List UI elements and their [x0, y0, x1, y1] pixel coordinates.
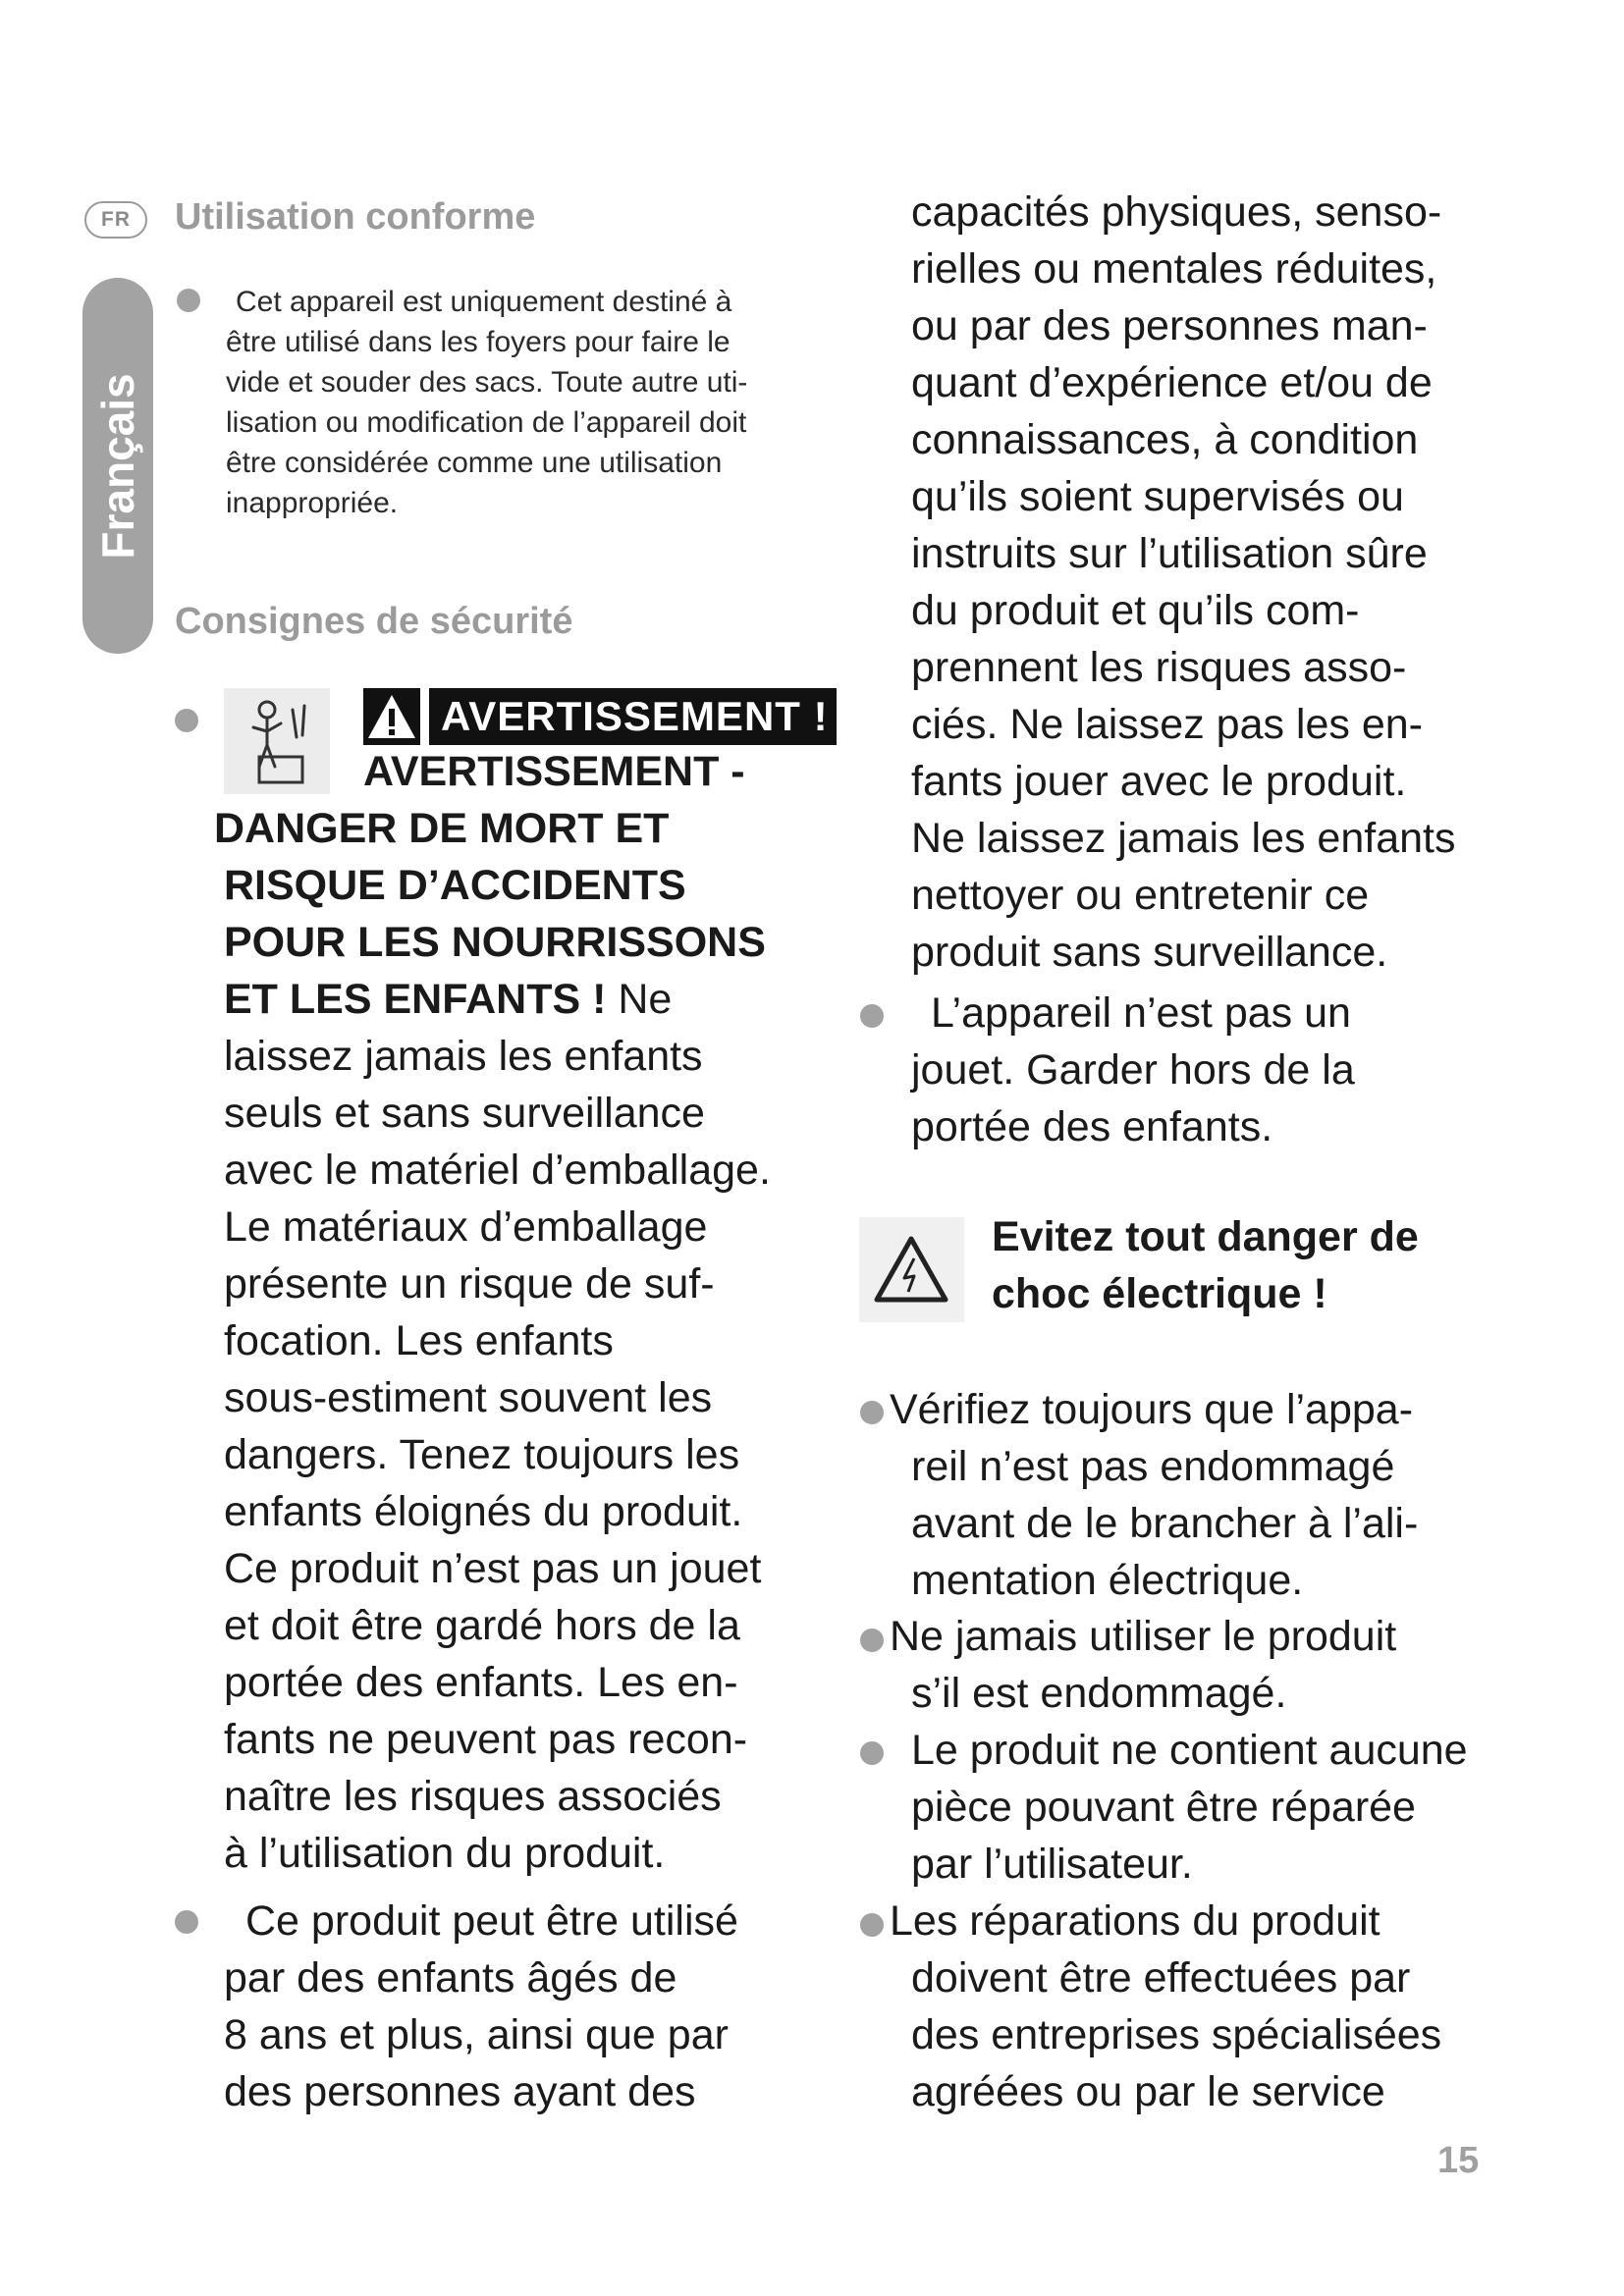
- warning-title-line-1: AVERTISSEMENT -: [363, 748, 745, 795]
- bullet: [860, 1629, 884, 1652]
- continued-paragraph: [911, 184, 1455, 981]
- text-line: présente un risque de suf-: [224, 1260, 715, 1308]
- warning-title-line: POUR LES NOURRISSONS: [224, 919, 766, 966]
- warning-title-line: DANGER DE MORT ET: [214, 805, 670, 852]
- bullet: [175, 1910, 198, 1934]
- text-line: par des enfants âgés de: [224, 1954, 677, 2002]
- text-line: mentation électrique.: [911, 1557, 1304, 1604]
- text-line: avant de le brancher à l’ali-: [911, 1500, 1419, 1547]
- heading-intended-use: Utilisation conforme: [175, 196, 536, 238]
- text-line: lisation ou modification de l’appareil doit: [226, 406, 747, 439]
- bullet: [860, 1004, 884, 1028]
- text-line: enfants éloignés du produit.: [224, 1488, 743, 1535]
- electric-shock-glyph: [859, 1217, 964, 1322]
- bullet: [860, 1913, 884, 1937]
- text-line: quant d’expérience et/ou de: [911, 359, 1433, 406]
- warning-triangle-icon: [363, 688, 420, 745]
- toy-paragraph: [911, 985, 1355, 1155]
- language-tab-label: Français: [92, 372, 143, 560]
- repair-paragraph: [890, 1893, 1441, 2120]
- text-line: instruits sur l’utilisation sûre: [911, 530, 1428, 577]
- text-line: être utilisé dans les foyers pour faire le: [226, 326, 731, 358]
- shock-heading: [992, 1208, 1419, 1322]
- child-warning-icon: [224, 688, 330, 794]
- no-parts-paragraph: [911, 1722, 1468, 1893]
- text-line: s’il est endommagé.: [911, 1670, 1287, 1717]
- text-line: Ne jamais utiliser le produit: [890, 1613, 1397, 1660]
- text-line: 8 ans et plus, ainsi que par: [224, 2011, 729, 2058]
- text-line: seuls et sans surveillance: [224, 1090, 705, 1137]
- text-line: Ce produit n’est pas un jouet: [224, 1545, 762, 1592]
- text-line: à l’utilisation du produit.: [224, 1830, 666, 1877]
- text-line: être considérée comme une utilisation: [226, 447, 723, 479]
- heading-line: choc électrique !: [992, 1270, 1327, 1317]
- text-line: Le produit ne contient aucune: [911, 1727, 1468, 1774]
- bullet: [860, 1401, 884, 1424]
- text-line: focation. Les enfants: [224, 1317, 614, 1364]
- bullet: [175, 709, 198, 732]
- warning-title-end: ET LES ENFANTS !: [224, 976, 607, 1023]
- text-line: ou par des personnes man-: [911, 302, 1428, 349]
- warning-body-start: Ne: [606, 976, 673, 1023]
- language-tab: [82, 278, 153, 654]
- warning-title-line: [214, 971, 771, 1028]
- warning-body: [214, 800, 771, 1882]
- text-line: portée des enfants.: [911, 1103, 1273, 1150]
- text-line: L’appareil n’est pas un: [931, 989, 1351, 1037]
- text-line: avec le matériel d’emballage.: [224, 1147, 771, 1194]
- check-paragraph: [890, 1381, 1418, 1609]
- text-line: Vérifiez toujours que l’appa-: [890, 1386, 1414, 1433]
- text-line: et doit être gardé hors de la: [224, 1602, 740, 1649]
- children-paragraph: [224, 1893, 738, 2120]
- text-line: fants ne peuvent pas recon-: [224, 1716, 748, 1763]
- bullet: [177, 289, 200, 312]
- heading-safety: Consignes de sécurité: [175, 601, 573, 642]
- text-line: vide et souder des sacs. Toute autre uti-: [226, 366, 748, 399]
- text-line: produit sans surveillance.: [911, 929, 1388, 976]
- text-line: sous-estiment souvent les: [224, 1374, 713, 1421]
- warning-triangle-glyph: [363, 688, 420, 745]
- bullet: [860, 1741, 884, 1765]
- text-line: Les réparations du produit: [890, 1897, 1380, 1945]
- text-line: ciés. Ne laissez pas les en-: [911, 701, 1423, 748]
- intended-use-paragraph: [226, 282, 747, 523]
- text-line: laissez jamais les enfants: [224, 1033, 703, 1080]
- text-line: doivent être effectuées par: [911, 1954, 1411, 2002]
- warning-title-line: RISQUE D’ACCIDENTS: [224, 862, 686, 909]
- text-line: Cet appareil est uniquement destiné à: [236, 286, 732, 318]
- text-line: connaissances, à condition: [911, 416, 1419, 463]
- text-line: capacités physiques, senso-: [911, 188, 1442, 236]
- text-line: qu’ils soient supervisés ou: [911, 473, 1404, 520]
- text-line: par l’utilisateur.: [911, 1841, 1193, 1888]
- text-line: dangers. Tenez toujours les: [224, 1431, 740, 1478]
- text-line: agréées ou par le service: [911, 2068, 1385, 2115]
- text-line: reil n’est pas endommagé: [911, 1443, 1395, 1490]
- text-line: naître les risques associés: [224, 1773, 722, 1820]
- text-line: Le matériaux d’emballage: [224, 1203, 708, 1251]
- text-line: du produit et qu’ils com-: [911, 587, 1360, 634]
- language-code-badge: FR: [84, 201, 147, 239]
- text-line: Ne laissez jamais les enfants: [911, 815, 1456, 862]
- text-line: Ce produit peut être utilisé: [245, 1897, 738, 1945]
- text-line: nettoyer ou entretenir ce: [911, 872, 1370, 919]
- text-line: jouet. Garder hors de la: [911, 1046, 1355, 1094]
- child-figure-icon: [224, 688, 330, 794]
- text-line: fants jouer avec le produit.: [911, 758, 1407, 805]
- text-line: rielles ou mentales réduites,: [911, 245, 1437, 293]
- warning-banner: AVERTISSEMENT !: [429, 688, 837, 745]
- text-line: pièce pouvant être réparée: [911, 1784, 1416, 1831]
- text-line: portée des enfants. Les en-: [224, 1659, 738, 1706]
- text-line: des personnes ayant des: [224, 2068, 696, 2115]
- heading-line: Evitez tout danger de: [992, 1213, 1419, 1260]
- page-number: 15: [1437, 2140, 1480, 2181]
- text-line: des entreprises spécialisées: [911, 2011, 1442, 2058]
- text-line: prennent les risques asso-: [911, 644, 1407, 691]
- electric-shock-warning-icon: [859, 1217, 964, 1322]
- damaged-paragraph: [890, 1608, 1396, 1722]
- text-line: inappropriée.: [226, 487, 399, 519]
